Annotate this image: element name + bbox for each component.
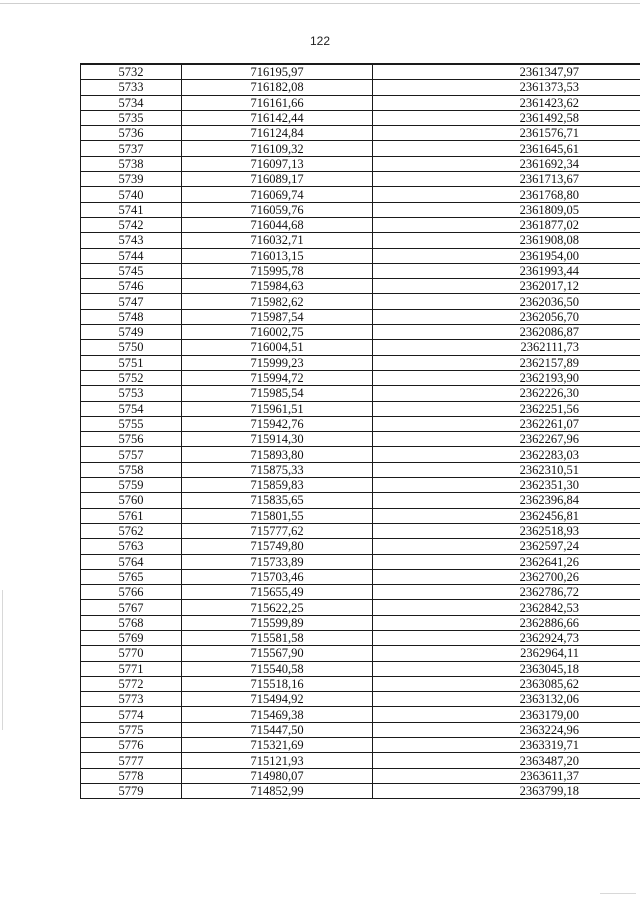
point-number-cell: 5766 — [81, 585, 182, 600]
y-coordinate-cell: 2362396,84 — [373, 493, 640, 508]
table-row — [81, 401, 640, 416]
point-number-cell: 5778 — [81, 768, 182, 783]
y-coordinate-cell: 2363085,62 — [373, 676, 640, 691]
x-coordinate-cell: 716097,13 — [182, 156, 373, 171]
x-coordinate-cell: 715982,62 — [182, 294, 373, 309]
x-coordinate-cell: 715987,54 — [182, 309, 373, 324]
x-coordinate-cell: 715567,90 — [182, 646, 373, 661]
table-row — [81, 416, 640, 431]
point-number-cell: 5753 — [81, 386, 182, 401]
y-coordinate-cell: 2361908,08 — [373, 233, 640, 248]
y-coordinate-cell: 2361809,05 — [373, 202, 640, 217]
x-coordinate-cell: 715321,69 — [182, 738, 373, 753]
point-number-cell: 5756 — [81, 432, 182, 447]
scan-edge-mark — [2, 590, 3, 730]
y-coordinate-cell: 2362017,12 — [373, 279, 640, 294]
y-coordinate-cell: 2361877,02 — [373, 217, 640, 232]
y-coordinate-cell: 2363224,96 — [373, 722, 640, 737]
x-coordinate-cell: 716013,15 — [182, 248, 373, 263]
table-row — [81, 600, 640, 615]
table-row — [81, 279, 640, 294]
point-number-cell: 5749 — [81, 325, 182, 340]
table-row — [81, 325, 640, 340]
table-row — [81, 493, 640, 508]
x-coordinate-cell: 715777,62 — [182, 523, 373, 538]
y-coordinate-cell: 2362456,81 — [373, 508, 640, 523]
x-coordinate-cell: 716059,76 — [182, 202, 373, 217]
x-coordinate-cell: 715995,78 — [182, 263, 373, 278]
x-coordinate-cell: 716161,66 — [182, 95, 373, 110]
y-coordinate-cell: 2361645,61 — [373, 141, 640, 156]
y-coordinate-cell: 2362036,50 — [373, 294, 640, 309]
point-number-cell: 5736 — [81, 126, 182, 141]
table-row — [81, 676, 640, 691]
point-number-cell: 5755 — [81, 416, 182, 431]
y-coordinate-cell: 2362310,51 — [373, 462, 640, 477]
y-coordinate-cell: 2363045,18 — [373, 661, 640, 676]
x-coordinate-cell: 715494,92 — [182, 692, 373, 707]
x-coordinate-cell: 715121,93 — [182, 753, 373, 768]
table-row — [81, 141, 640, 156]
x-coordinate-cell: 716182,08 — [182, 80, 373, 95]
table-row — [81, 370, 640, 385]
x-coordinate-cell: 715622,25 — [182, 600, 373, 615]
y-coordinate-cell: 2362351,30 — [373, 478, 640, 493]
table-row — [81, 661, 640, 676]
point-number-cell: 5734 — [81, 95, 182, 110]
table-row — [81, 707, 640, 722]
y-coordinate-cell: 2362056,70 — [373, 309, 640, 324]
coordinates-table-body — [81, 64, 640, 799]
table-row — [81, 738, 640, 753]
y-coordinate-cell: 2362283,03 — [373, 447, 640, 462]
y-coordinate-cell: 2362786,72 — [373, 585, 640, 600]
y-coordinate-cell: 2361423,62 — [373, 95, 640, 110]
point-number-cell: 5747 — [81, 294, 182, 309]
table-row — [81, 753, 640, 768]
y-coordinate-cell: 2362597,24 — [373, 539, 640, 554]
table-row — [81, 478, 640, 493]
point-number-cell: 5746 — [81, 279, 182, 294]
point-number-cell: 5748 — [81, 309, 182, 324]
y-coordinate-cell: 2361576,71 — [373, 126, 640, 141]
point-number-cell: 5759 — [81, 478, 182, 493]
y-coordinate-cell: 2363799,18 — [373, 783, 640, 798]
y-coordinate-cell: 2362518,93 — [373, 523, 640, 538]
table-row — [81, 95, 640, 110]
x-coordinate-cell: 716195,97 — [182, 64, 373, 80]
point-number-cell: 5761 — [81, 508, 182, 523]
x-coordinate-cell: 715469,38 — [182, 707, 373, 722]
point-number-cell: 5745 — [81, 263, 182, 278]
point-number-cell: 5754 — [81, 401, 182, 416]
table-row — [81, 692, 640, 707]
point-number-cell: 5740 — [81, 187, 182, 202]
table-row — [81, 462, 640, 477]
x-coordinate-cell: 715801,55 — [182, 508, 373, 523]
x-coordinate-cell: 716142,44 — [182, 110, 373, 125]
point-number-cell: 5741 — [81, 202, 182, 217]
table-row — [81, 80, 640, 95]
x-coordinate-cell: 716124,84 — [182, 126, 373, 141]
table-row — [81, 615, 640, 630]
x-coordinate-cell: 715599,89 — [182, 615, 373, 630]
table-row — [81, 202, 640, 217]
y-coordinate-cell: 2361954,00 — [373, 248, 640, 263]
x-coordinate-cell: 715999,23 — [182, 355, 373, 370]
point-number-cell: 5737 — [81, 141, 182, 156]
x-coordinate-cell: 715985,54 — [182, 386, 373, 401]
point-number-cell: 5744 — [81, 248, 182, 263]
x-coordinate-cell: 716002,75 — [182, 325, 373, 340]
page-number: 122 — [309, 34, 331, 48]
y-coordinate-cell: 2361993,44 — [373, 263, 640, 278]
y-coordinate-cell: 2362700,26 — [373, 569, 640, 584]
x-coordinate-cell: 715703,46 — [182, 569, 373, 584]
y-coordinate-cell: 2362964,11 — [373, 646, 640, 661]
table-row — [81, 539, 640, 554]
table-row — [81, 172, 640, 187]
x-coordinate-cell: 715581,58 — [182, 630, 373, 645]
point-number-cell: 5733 — [81, 80, 182, 95]
point-number-cell: 5769 — [81, 630, 182, 645]
y-coordinate-cell: 2362193,90 — [373, 370, 640, 385]
point-number-cell: 5751 — [81, 355, 182, 370]
point-number-cell: 5750 — [81, 340, 182, 355]
x-coordinate-cell: 715994,72 — [182, 370, 373, 385]
table-row — [81, 386, 640, 401]
table-row — [81, 340, 640, 355]
point-number-cell: 5735 — [81, 110, 182, 125]
point-number-cell: 5738 — [81, 156, 182, 171]
x-coordinate-cell: 715875,33 — [182, 462, 373, 477]
table-row — [81, 156, 640, 171]
y-coordinate-cell: 2361768,80 — [373, 187, 640, 202]
x-coordinate-cell: 715984,63 — [182, 279, 373, 294]
table-row — [81, 187, 640, 202]
y-coordinate-cell: 2361492,58 — [373, 110, 640, 125]
table-row — [81, 569, 640, 584]
point-number-cell: 5779 — [81, 783, 182, 798]
table-row — [81, 233, 640, 248]
y-coordinate-cell: 2362842,53 — [373, 600, 640, 615]
top-edge-line — [0, 3, 640, 4]
table-row — [81, 309, 640, 324]
x-coordinate-cell: 715835,65 — [182, 493, 373, 508]
table-row — [81, 447, 640, 462]
x-coordinate-cell: 715893,80 — [182, 447, 373, 462]
table-row — [81, 248, 640, 263]
x-coordinate-cell: 715749,80 — [182, 539, 373, 554]
y-coordinate-cell: 2363487,20 — [373, 753, 640, 768]
y-coordinate-cell: 2361692,34 — [373, 156, 640, 171]
x-coordinate-cell: 715942,76 — [182, 416, 373, 431]
scan-edge-mark — [600, 893, 636, 894]
y-coordinate-cell: 2362086,87 — [373, 325, 640, 340]
y-coordinate-cell: 2363179,00 — [373, 707, 640, 722]
y-coordinate-cell: 2362267,96 — [373, 432, 640, 447]
table-row — [81, 355, 640, 370]
point-number-cell: 5762 — [81, 523, 182, 538]
table-row — [81, 630, 640, 645]
point-number-cell: 5774 — [81, 707, 182, 722]
x-coordinate-cell: 715859,83 — [182, 478, 373, 493]
y-coordinate-cell: 2361713,67 — [373, 172, 640, 187]
table-row — [81, 722, 640, 737]
point-number-cell: 5763 — [81, 539, 182, 554]
x-coordinate-cell: 716089,17 — [182, 172, 373, 187]
table-row — [81, 783, 640, 798]
point-number-cell: 5764 — [81, 554, 182, 569]
x-coordinate-cell: 715655,49 — [182, 585, 373, 600]
y-coordinate-cell: 2362924,73 — [373, 630, 640, 645]
x-coordinate-cell: 714852,99 — [182, 783, 373, 798]
table-row — [81, 432, 640, 447]
y-coordinate-cell: 2362641,26 — [373, 554, 640, 569]
y-coordinate-cell: 2362251,56 — [373, 401, 640, 416]
table-row — [81, 294, 640, 309]
table-row — [81, 217, 640, 232]
x-coordinate-cell: 716069,74 — [182, 187, 373, 202]
y-coordinate-cell: 2361347,97 — [373, 64, 640, 80]
point-number-cell: 5776 — [81, 738, 182, 753]
point-number-cell: 5757 — [81, 447, 182, 462]
table-row — [81, 126, 640, 141]
point-number-cell: 5772 — [81, 676, 182, 691]
y-coordinate-cell: 2363611,37 — [373, 768, 640, 783]
table-row — [81, 585, 640, 600]
point-number-cell: 5760 — [81, 493, 182, 508]
y-coordinate-cell: 2361373,53 — [373, 80, 640, 95]
x-coordinate-cell: 716044,68 — [182, 217, 373, 232]
y-coordinate-cell: 2362261,07 — [373, 416, 640, 431]
point-number-cell: 5758 — [81, 462, 182, 477]
y-coordinate-cell: 2362157,89 — [373, 355, 640, 370]
x-coordinate-cell: 715447,50 — [182, 722, 373, 737]
point-number-cell: 5739 — [81, 172, 182, 187]
point-number-cell: 5767 — [81, 600, 182, 615]
table-row — [81, 646, 640, 661]
x-coordinate-cell: 715914,30 — [182, 432, 373, 447]
x-coordinate-cell: 715518,16 — [182, 676, 373, 691]
x-coordinate-cell: 714980,07 — [182, 768, 373, 783]
point-number-cell: 5743 — [81, 233, 182, 248]
table-row — [81, 554, 640, 569]
y-coordinate-cell: 2363319,71 — [373, 738, 640, 753]
y-coordinate-cell: 2363132,06 — [373, 692, 640, 707]
y-coordinate-cell: 2362111,73 — [373, 340, 640, 355]
table-row — [81, 110, 640, 125]
x-coordinate-cell: 715540,58 — [182, 661, 373, 676]
point-number-cell: 5765 — [81, 569, 182, 584]
table-row — [81, 768, 640, 783]
table-row — [81, 508, 640, 523]
y-coordinate-cell: 2362886,66 — [373, 615, 640, 630]
point-number-cell: 5773 — [81, 692, 182, 707]
x-coordinate-cell: 716004,51 — [182, 340, 373, 355]
point-number-cell: 5752 — [81, 370, 182, 385]
point-number-cell: 5775 — [81, 722, 182, 737]
table-row — [81, 523, 640, 538]
point-number-cell: 5768 — [81, 615, 182, 630]
point-number-cell: 5742 — [81, 217, 182, 232]
x-coordinate-cell: 716109,32 — [182, 141, 373, 156]
coordinates-table — [80, 63, 640, 799]
point-number-cell: 5732 — [81, 64, 182, 80]
point-number-cell: 5771 — [81, 661, 182, 676]
x-coordinate-cell: 716032,71 — [182, 233, 373, 248]
y-coordinate-cell: 2362226,30 — [373, 386, 640, 401]
x-coordinate-cell: 715961,51 — [182, 401, 373, 416]
table-row — [81, 64, 640, 80]
table-row — [81, 263, 640, 278]
point-number-cell: 5770 — [81, 646, 182, 661]
x-coordinate-cell: 715733,89 — [182, 554, 373, 569]
point-number-cell: 5777 — [81, 753, 182, 768]
